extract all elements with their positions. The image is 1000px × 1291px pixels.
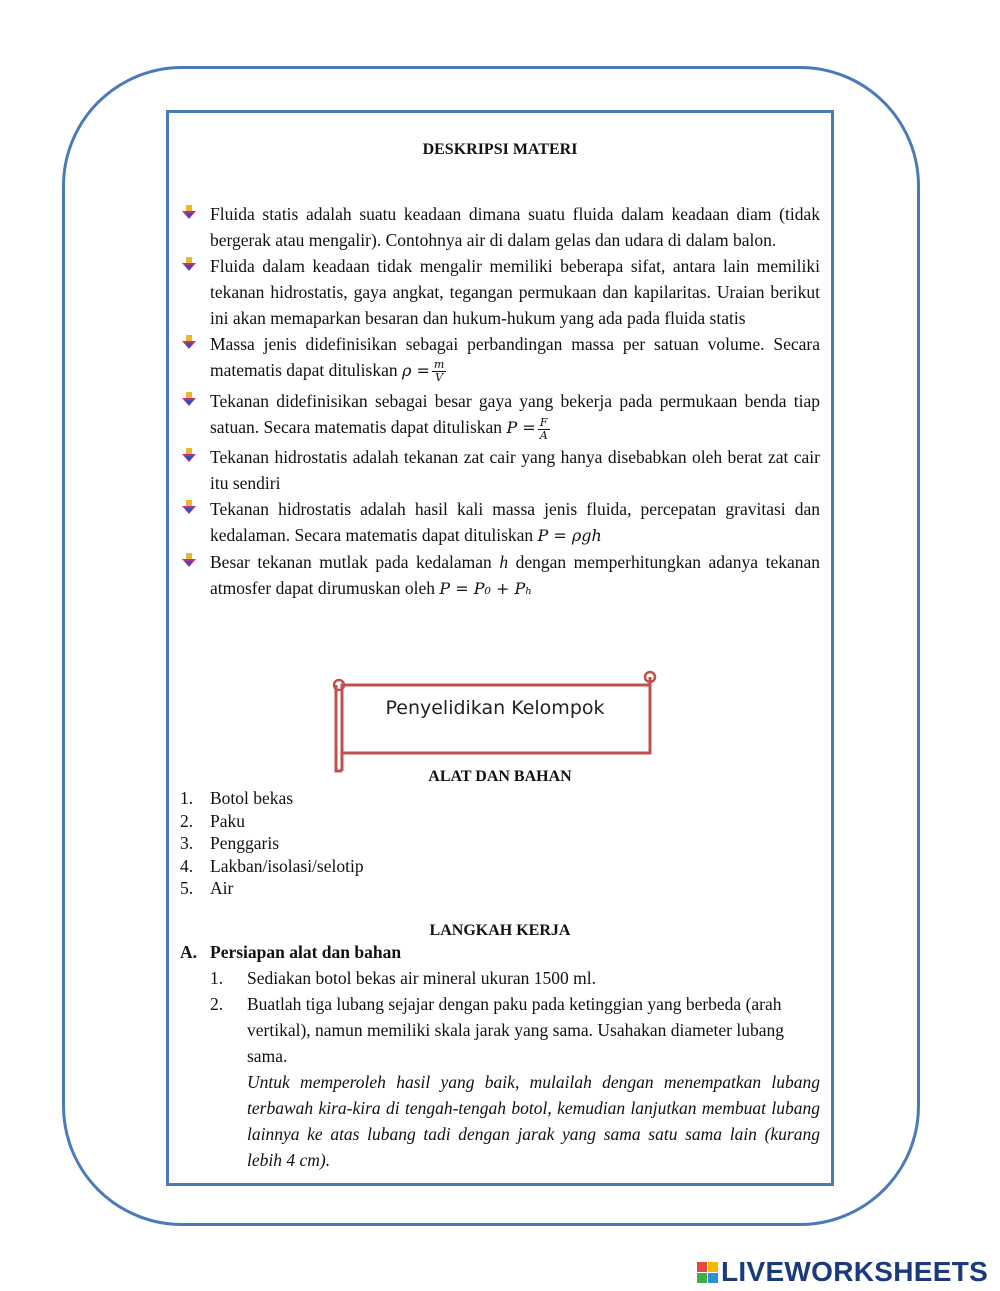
density-formula: ρ = xyxy=(401,361,430,380)
bullet-text: Massa jenis didefinisikan sebagai perbandingan massa per satuan volume. Secara matematis dapat dituliskan xyxy=(210,334,820,380)
bullet-item xyxy=(180,388,820,441)
hydrostatic-formula: P = ρgh xyxy=(537,525,602,545)
arrow-bullet-icon xyxy=(180,499,198,517)
depth-variable: h xyxy=(499,551,509,572)
bullet-item xyxy=(180,331,820,384)
list-item: 3. Penggaris xyxy=(180,833,280,853)
scroll-title: Penyelidikan Kelompok xyxy=(385,697,605,719)
pressure-formula: P = xyxy=(506,418,536,438)
description-bullet-list xyxy=(180,201,820,602)
density-fraction: $\frac{m}{V}$ xyxy=(433,358,445,385)
bullet-text: Fluida statis adalah suatu keadaan dimana suatu fluida dalam keadaan diam (tidak bergerak atau mengalir). Contohnya air di dalam gelas dan udara di dalam balon. xyxy=(210,204,820,250)
arrow-bullet-icon xyxy=(180,256,198,274)
arrow-bullet-icon xyxy=(180,391,198,409)
bullet-text: Tekanan hidrostatis adalah hasil kali massa jenis fluida, percepatan gravitasi dan kedalaman. Secara matematis dapat dituliskan xyxy=(210,498,820,545)
bullet-text: Tekanan hidrostatis adalah tekanan zat cair yang hanya disebabkan oleh berat zat cair itu sendiri xyxy=(210,446,820,493)
arrow-bullet-icon xyxy=(180,552,198,570)
bullet-item xyxy=(180,201,820,253)
bullet-item xyxy=(180,496,820,549)
step-item: 2. Buatlah tiga lubang sejajar dengan paku pada ketinggian yang berbeda (arah vertikal), namun memiliki skala jarak yang sama. Usahakan diameter lubang sama. xyxy=(210,994,784,1066)
list-item: 4. Lakban/isolasi/selotip xyxy=(180,855,364,876)
steps-list xyxy=(210,965,820,1173)
pressure-fraction: $\frac{F}{A}$ xyxy=(539,415,548,442)
logo-text: LIVEWORKSHEETS xyxy=(721,1256,989,1287)
list-item: 1. Botol bekas xyxy=(180,788,294,808)
list-item: 2. Paku xyxy=(180,810,245,831)
bullet-item xyxy=(180,253,820,331)
arrow-bullet-icon xyxy=(180,204,198,222)
materials-list xyxy=(180,787,364,900)
step-note: Untuk memperoleh hasil yang baik, mulailah dengan menempatkan lubang terbawah kira-kira di tengah-tengah botol, kemudian lanjutkan membuat lubang lainnya ke atas lubang tadi dengan jarak yang sama satu sama lain (kurang lebih 4 cm). xyxy=(247,1072,820,1170)
bullet-text: Tekanan didefinisikan sebagai besar gaya yang bekerja pada permukaan benda tiap satuan. Secara matematis dapat dituliskan xyxy=(210,391,820,438)
bullet-text: Besar tekanan mutlak pada kedalaman xyxy=(210,551,492,572)
liveworksheets-logo xyxy=(697,1256,988,1288)
bullet-text: Fluida dalam keadaan tidak mengalir memiliki beberapa sifat, antara lain memiliki tekanan hidrostatis, gaya angkat, tegangan permukaan dan kapilaritas. Uraian berikut ini akan memaparkan besaran dan hukum-hukum yang ada pada fluida statis xyxy=(210,256,820,328)
arrow-bullet-icon xyxy=(180,447,198,465)
list-item: 5. Air xyxy=(180,878,234,898)
bullet-item xyxy=(180,549,820,602)
step-item: 1. Sediakan botol bekas air mineral ukuran 1500 ml. xyxy=(210,968,596,988)
materials-heading: ALAT DAN BAHAN xyxy=(428,768,572,785)
steps-heading: LANGKAH KERJA xyxy=(429,922,571,939)
page-title: DESKRIPSI MATERI xyxy=(422,141,578,158)
bullet-item xyxy=(180,444,820,496)
bullet-text: dengan memperhitungkan adanya tekanan atmosfer dapat dirumuskan oleh xyxy=(210,551,820,598)
arrow-bullet-icon xyxy=(180,334,198,352)
scroll-banner xyxy=(328,669,662,777)
absolute-pressure-formula: P = P₀ + Pₕ xyxy=(439,578,533,598)
logo-squares-icon xyxy=(697,1262,718,1283)
section-a-title: A. Persiapan alat dan bahan xyxy=(180,942,402,962)
